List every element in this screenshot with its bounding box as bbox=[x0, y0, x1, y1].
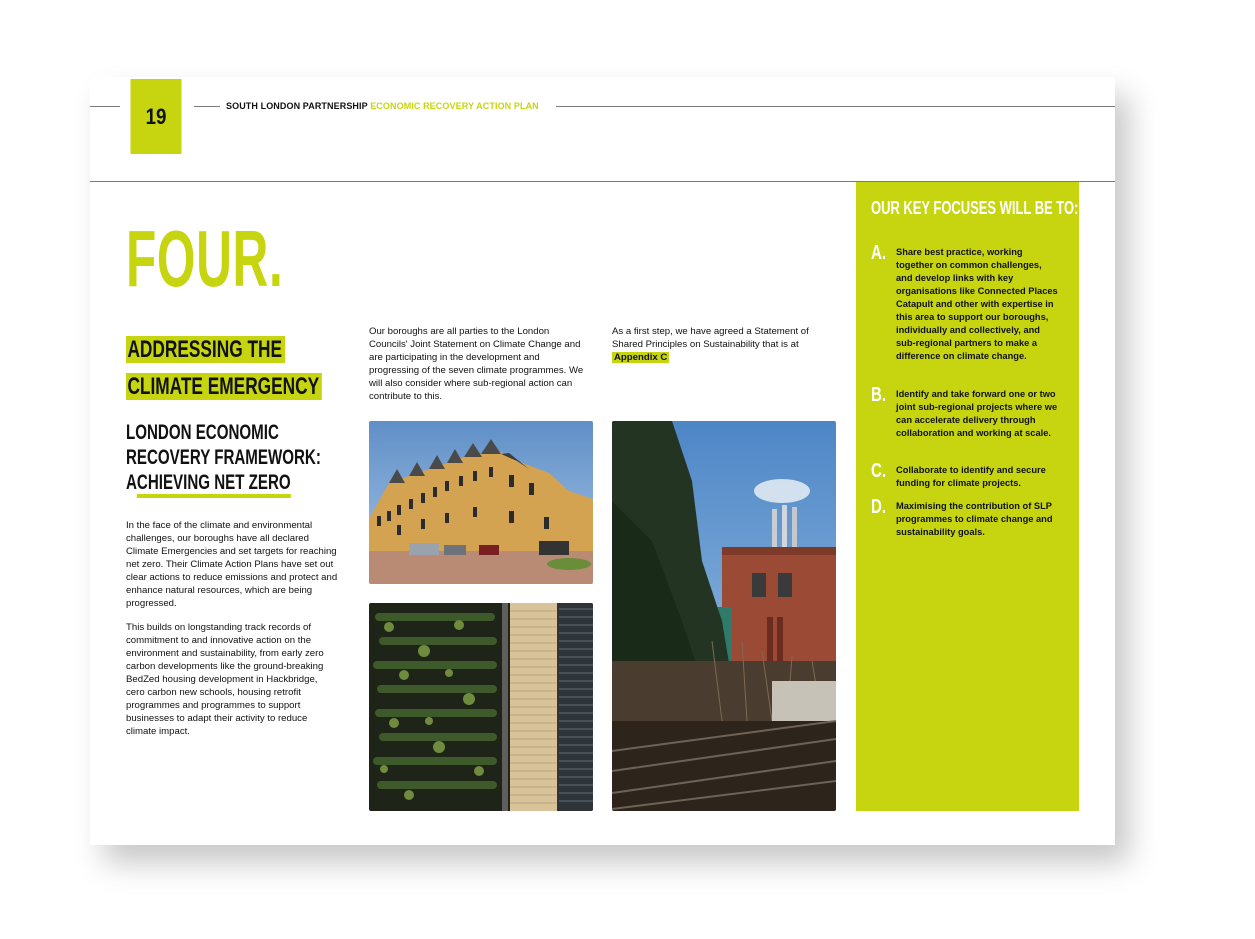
subtitle-line2: RECOVERY FRAMEWORK: bbox=[126, 446, 321, 469]
header-rule-mid bbox=[194, 106, 220, 107]
page-number: 19 bbox=[131, 79, 182, 154]
key-focus-letter: A. bbox=[871, 242, 886, 264]
section-subtitle bbox=[126, 420, 321, 495]
photo-green-wall bbox=[369, 603, 593, 811]
running-header-org: SOUTH LONDON PARTNERSHIP bbox=[226, 101, 368, 111]
section-title-line2: CLIMATE EMERGENCY bbox=[126, 373, 322, 400]
subtitle-line1: LONDON ECONOMIC bbox=[126, 421, 279, 444]
energy-centre-illustration bbox=[612, 421, 836, 811]
key-focus-text: Identify and take forward one or two joint sub-regional projects where we can accelerate delivery through collaboration and working at scale. bbox=[896, 389, 1058, 438]
housing-illustration bbox=[369, 421, 593, 584]
body-paragraph-2: This builds on longstanding track records of commitment to and innovative action on the environment and sustainability, from early zero carbon developments like the ground-breaking BedZed housing development in Hackbridge, cero carbon new schools, housing retrofit programmes and programmes to support businesses to adapt their activity to reduce climate impact. bbox=[126, 622, 324, 737]
key-focus-text: Share best practice, working together on common challenges, and develop links with key organisations like Connected Places Catapult and other with expertise in this area to support our boroughs, individually and collectively, and sub-regional partners to make a difference on climate change. bbox=[896, 247, 1058, 361]
green-wall-illustration bbox=[369, 603, 593, 811]
key-focus-letter: C. bbox=[871, 460, 886, 482]
section-title-line1: ADDRESSING THE bbox=[126, 336, 285, 363]
key-focus-text: Collaborate to identify and secure funding for climate projects. bbox=[896, 465, 1046, 488]
key-focuses-title: OUR KEY FOCUSES WILL BE TO: bbox=[871, 198, 1079, 218]
body-paragraph-4-text: As a first step, we have agreed a Statement of Shared Principles on Sustainability that is at bbox=[612, 326, 809, 350]
section-number: FOUR. bbox=[126, 214, 284, 303]
key-focus-letter: D. bbox=[871, 496, 886, 518]
appendix-link[interactable]: Appendix C bbox=[614, 352, 668, 363]
photo-terraced-housing bbox=[369, 421, 593, 584]
section-title bbox=[126, 331, 322, 405]
body-paragraph-3: Our boroughs are all parties to the London Councils' Joint Statement on Climate Change and are participating in the development and progressing of the seven climate programmes. We will also consider where sub-regional action can contribute to this. bbox=[369, 326, 584, 402]
header-rule-right bbox=[556, 106, 1115, 107]
body-paragraph-1: In the face of the climate and environmental challenges, our boroughs have all declared Climate Emergencies and set targets for reaching net zero. Their Climate Action Plans have set out clear actions to reduce emissions and protect and enhance natural resources, which are being progressed. bbox=[126, 520, 338, 609]
body-paragraph-4 bbox=[612, 325, 827, 364]
header-rule-left bbox=[90, 106, 120, 107]
document-page bbox=[90, 77, 1115, 845]
key-focus-text: Maximising the contribution of SLP programmes to climate change and sustainability goals. bbox=[896, 501, 1053, 537]
running-header bbox=[226, 101, 539, 111]
subtitle-line3-a: A bbox=[126, 471, 137, 494]
running-header-title: ECONOMIC RECOVERY ACTION PLAN bbox=[370, 101, 539, 111]
key-focus-letter: B. bbox=[871, 384, 886, 406]
key-focuses-panel bbox=[856, 182, 1079, 811]
subtitle-line3-b: CHIEVING NET ZERO bbox=[137, 471, 291, 498]
photo-energy-centre bbox=[612, 421, 836, 811]
